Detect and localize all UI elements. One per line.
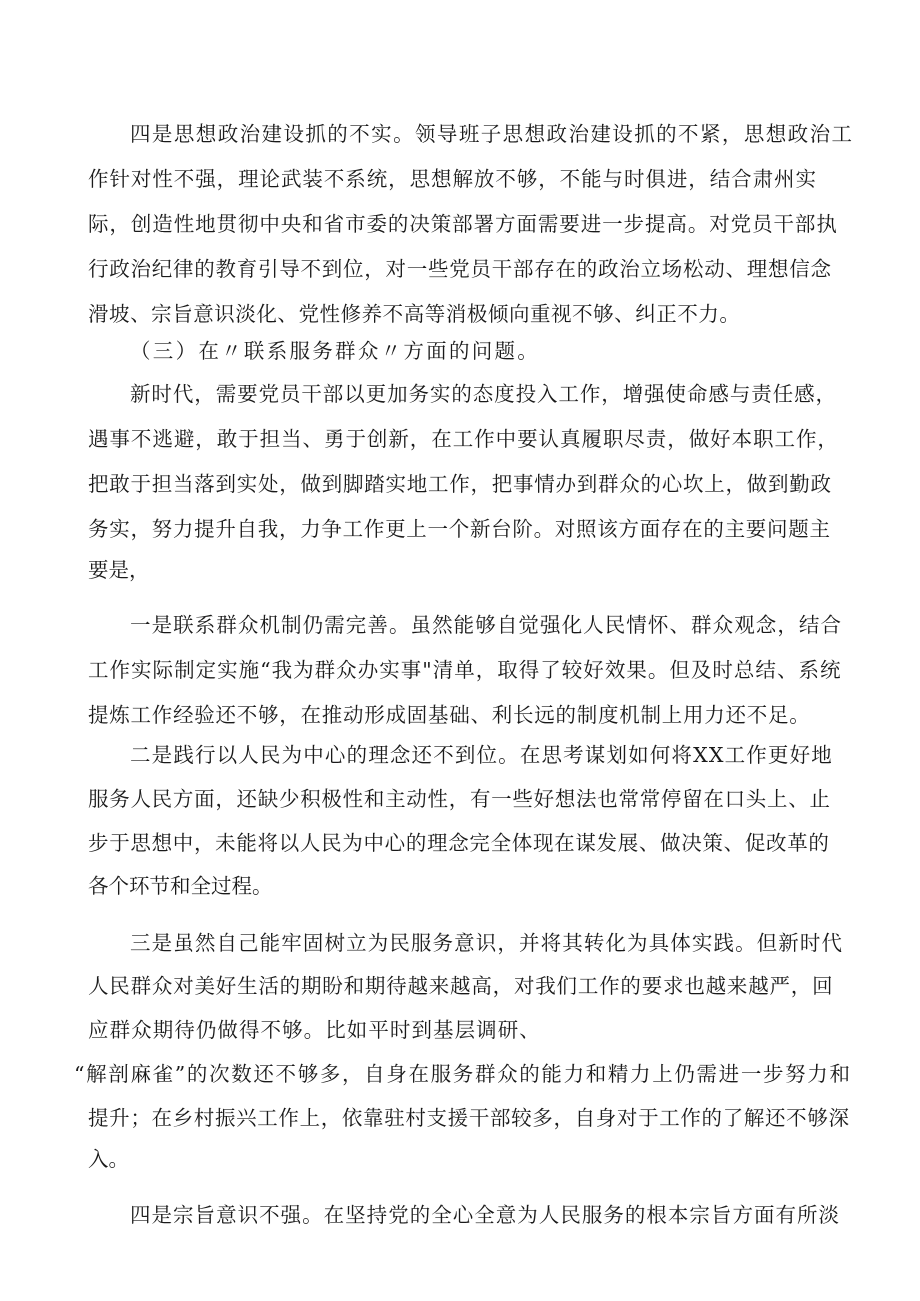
text-line: 行 政 治 纪 律 的 教 育 引 导 不 到 位 ， 对 一 些 党 员 干 部 存 在 的 政 治 立 场 松 动 、 理 想 信 念	[88, 257, 831, 281]
text-line: 把 敢 于 担 当 落 到 实 处 ， 做 到 脚 踏 实 地 工 作 ， 把 事 情 办 到 群 众 的 心 坎 上 ， 做 到 勤 政	[88, 472, 831, 496]
text-line: 要是，	[88, 558, 150, 582]
text-line: 提 炼 工 作 经 验 还 不 够 ， 在 推 动 形 成 固 基 础 、 利 长 远 的 制 度 机 制 上 用 力 还 不 足 。	[88, 703, 810, 727]
text-line: 各个环节和全过程。	[88, 874, 273, 898]
text-line: 人 民 群 众 对 美 好 生 活 的 期 盼 和 期 待 越 来 越 高 ， 对 我 们 工 作 的 要 求 也 越 来 越 严 ， 回	[88, 974, 833, 998]
text-line: 二 是 践 行 以 人 民 为 中 心 的 理 念 还 不 到 位 。 在 思 考 谋 划 如 何 将 X X 工 作 更 好 地	[130, 743, 832, 767]
text-line: 遇 事 不 逃 避 ， 敢 于 担 当 、 勇 于 创 新 ， 在 工 作 中 要 认 真 履 职 尽 责 ， 做 好 本 职 工 作 ，	[88, 427, 838, 451]
text-line: 务 实 ， 努 力 提 升 自 我 ， 力 争 工 作 更 上 一 个 新 台 阶 。 对 照 该 方 面 存 在 的 主 要 问 题 主	[88, 517, 830, 541]
text-line: 工 作 实 际 制 定 实 施 “ 我 为 群 众 办 实 事 " 清 单 ， 取 得 了 较 好 效 果 。 但 及 时 总 结 、 系 统	[88, 658, 841, 682]
text-line: “ 解 剖 麻 雀 ” 的 次 数 还 不 够 多 ， 自 身 在 服 务 群 众 的 能 力 和 精 力 上 仍 需 进 一 步 努 力 和	[74, 1062, 850, 1086]
text-line: 作 针 对 性 不 强 ， 理 论 武 装 不 系 统 ， 思 想 解 放 不 够 ， 不 能 与 时 俱 进 ， 结 合 肃 州 实	[88, 167, 816, 191]
text-line: 际 ， 创 造 性 地 贯 彻 中 央 和 省 市 委 的 决 策 部 署 方 面 需 要 进 一 步 提 高 。 对 党 员 干 部 执	[88, 212, 837, 236]
text-line: 一 是 联 系 群 众 机 制 仍 需 完 善 。 虽 然 能 够 自 觉 强 化 人 民 情 怀 、 群 众 观 念 ， 结 合	[130, 613, 841, 637]
text-line: 三 是 虽 然 自 己 能 牢 固 树 立 为 民 服 务 意 识 ， 并 将 其 转 化 为 具 体 实 践 。 但 新 时 代	[130, 931, 842, 955]
text-line: 滑 坡 、 宗 旨 意 识 淡 化 、 党 性 修 养 不 高 等 消 极 倾 向 重 视 不 够 、 纠 正 不 力 。	[88, 302, 740, 326]
section-heading: （ 三 ） 在 〃 联 系 服 务 群 众 〃 方 面 的 问 题 。	[130, 339, 538, 363]
text-line: 新 时 代 ， 需 要 党 员 干 部 以 更 加 务 实 的 态 度 投 入 工 作 ， 增 强 使 命 感 与 责 任 感 ，	[130, 382, 836, 406]
text-line: 服 务 人 民 方 面 ， 还 缺 少 积 极 性 和 主 动 性 ， 有 一 些 好 想 法 也 常 常 停 留 在 口 头 上 、 止	[88, 787, 830, 811]
text-line: 提 升 ； 在 乡 村 振 兴 工 作 上 ， 依 靠 驻 村 支 援 干 部 较 多 ， 自 身 对 于 工 作 的 了 解 还 不 够 深	[88, 1106, 849, 1130]
text-line: 四 是 思 想 政 治 建 设 抓 的 不 实 。 领 导 班 子 思 想 政 治 建 设 抓 的 不 紧 ， 思 想 政 治 工	[130, 122, 852, 146]
text-line: 入。	[88, 1147, 129, 1171]
text-line: 步 于 思 想 中 ， 未 能 将 以 人 民 为 中 心 的 理 念 完 全 体 现 在 谋 发 展 、 做 决 策 、 促 改 革 的	[88, 831, 829, 855]
text-line: 应 群 众 期 待 仍 做 得 不 够 。 比 如 平 时 到 基 层 调 研 、	[88, 1018, 540, 1042]
text-line: 四 是 宗 旨 意 识 不 强 。 在 坚 持 党 的 全 心 全 意 为 人 民 服 务 的 根 本 宗 旨 方 面 有 所 淡	[130, 1203, 839, 1227]
